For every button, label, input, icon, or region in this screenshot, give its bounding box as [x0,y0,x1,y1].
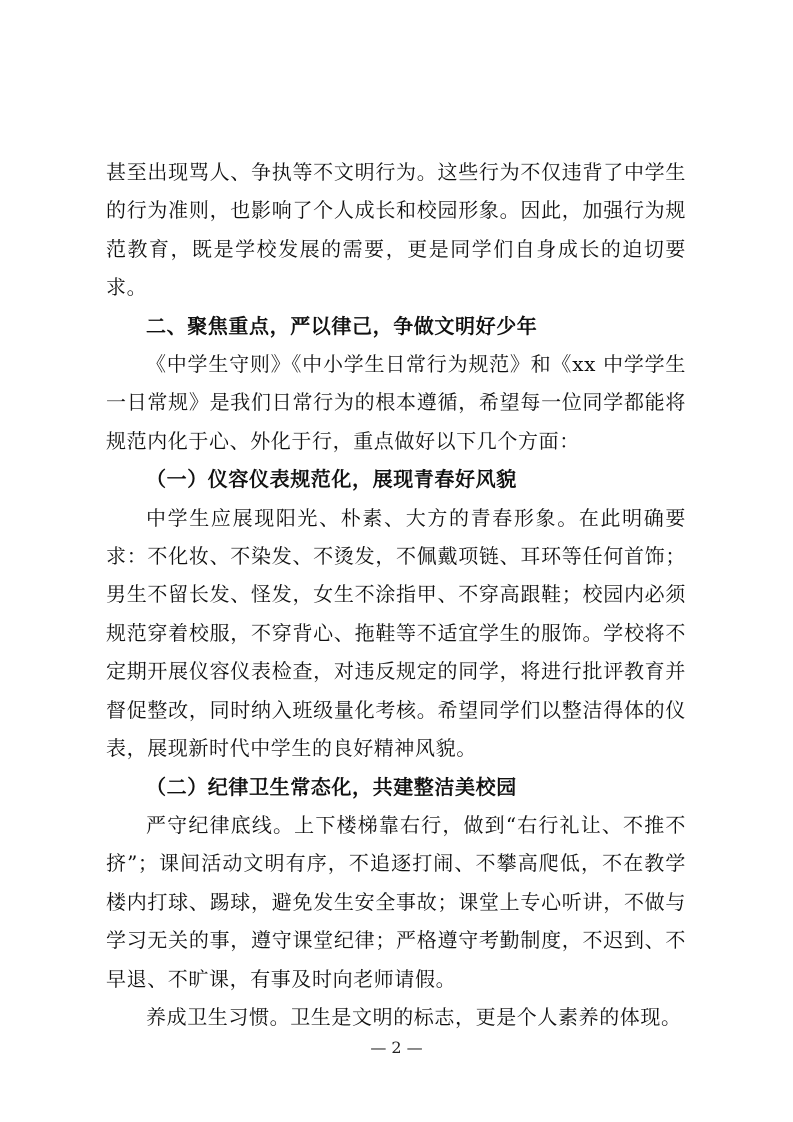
subsection-heading-discipline: （二）纪律卫生常态化，共建整洁美校园 [146,774,517,799]
subsection-heading-appearance: （一）仪容仪表规范化，展现青春好风貌 [146,467,517,492]
paragraph-appearance: 中学生应展现阳光、朴素、大方的青春形象。在此明确要求：不化妆、不染发、不烫发，不佩戴项链、耳环等任何首饰；男生不留长发、怪发，女生不涂指甲、不穿高跟鞋；校园内必须规范穿着校服，不穿背心、拖鞋等不适宜学生的服饰。学校将不定期开展仪容仪表检查，对违反规定的同学，将进行批评教育并督促整改，同时纳入班级量化考核。希望同学们以整洁得体的仪表，展现新时代中学生的良好精神风貌。 [106,505,686,761]
section-heading-2: 二、聚焦重点，严以律己，争做文明好少年 [146,313,538,338]
document-body [106,153,686,1036]
paragraph-behavior-intro: 甚至出现骂人、争执等不文明行为。这些行为不仅违背了中学生的行为准则，也影响了个人成长和校园形象。因此，加强行为规范教育，既是学校发展的需要，更是同学们自身成长的迫切要求。 [106,160,686,300]
paragraph-rules-intro: 《中学生守则》《中小学生日常行为规范》和《xx 中学学生一日常规》是我们日常行为的根本遵循，希望每一位同学都能将规范内化于心、外化于行，重点做好以下几个方面： [106,352,686,453]
paragraph-hygiene: 养成卫生习惯。卫生是文明的标志，更是个人素养的体现。 [146,1004,682,1029]
paragraph-discipline: 严守纪律底线。上下楼梯靠右行，做到“右行礼让、不推不挤”；课间活动文明有序，不追逐打闹、不攀高爬低，不在教学楼内打球、踢球，避免发生安全事故；课堂上专心听讲，不做与学习无关的事，遵守课堂纪律；严格遵守考勤制度，不迟到、不早退、不旷课，有事及时向老师请假。 [106,812,686,991]
page-number: — 2 — [370,1038,423,1057]
